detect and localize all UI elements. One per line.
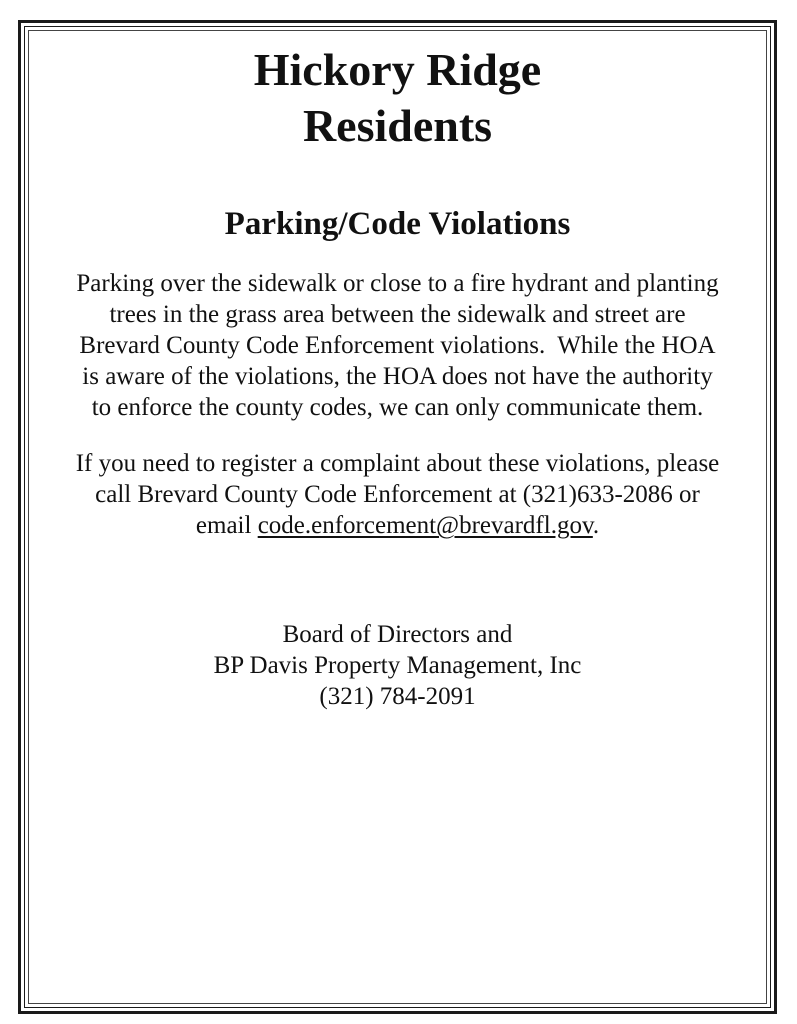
notice-title — [40, 42, 755, 154]
notice-title-line-1: Hickory Ridge — [253, 44, 542, 95]
signature-block — [40, 619, 755, 712]
violations-line-5: to enforce the county codes, we can only communicate them. — [91, 394, 704, 421]
complaint-line-2: call Brevard County Code Enforcement at (321)633-2086 or — [95, 481, 700, 508]
signature-line-2: BP Davis Property Management, Inc — [213, 652, 582, 679]
signature-line-3: (321) 784-2091 — [319, 683, 476, 710]
email-link[interactable]: code.enforcement@brevardfl.gov — [257, 512, 593, 539]
complaint-line-3 — [40, 510, 755, 541]
complaint-line-1: If you need to register a complaint about these violations, please — [75, 450, 720, 477]
complaint-paragraph — [40, 448, 755, 541]
notice-content — [40, 36, 755, 712]
violations-line-2: trees in the grass area between the sidewalk and street are — [109, 301, 686, 328]
signature-line-1: Board of Directors and — [282, 621, 513, 648]
violations-line-3: Brevard County Code Enforcement violations. While the HOA — [79, 332, 716, 359]
email-suffix: . — [592, 512, 600, 539]
violations-line-1: Parking over the sidewalk or close to a fire hydrant and planting — [76, 270, 719, 297]
notice-title-line-2: Residents — [302, 100, 493, 151]
email-prefix: email — [195, 512, 258, 539]
violations-line-4: is aware of the violations, the HOA does not have the authority — [82, 363, 713, 390]
violations-paragraph — [40, 268, 755, 423]
notice-subtitle: Parking/Code Violations — [224, 206, 571, 242]
